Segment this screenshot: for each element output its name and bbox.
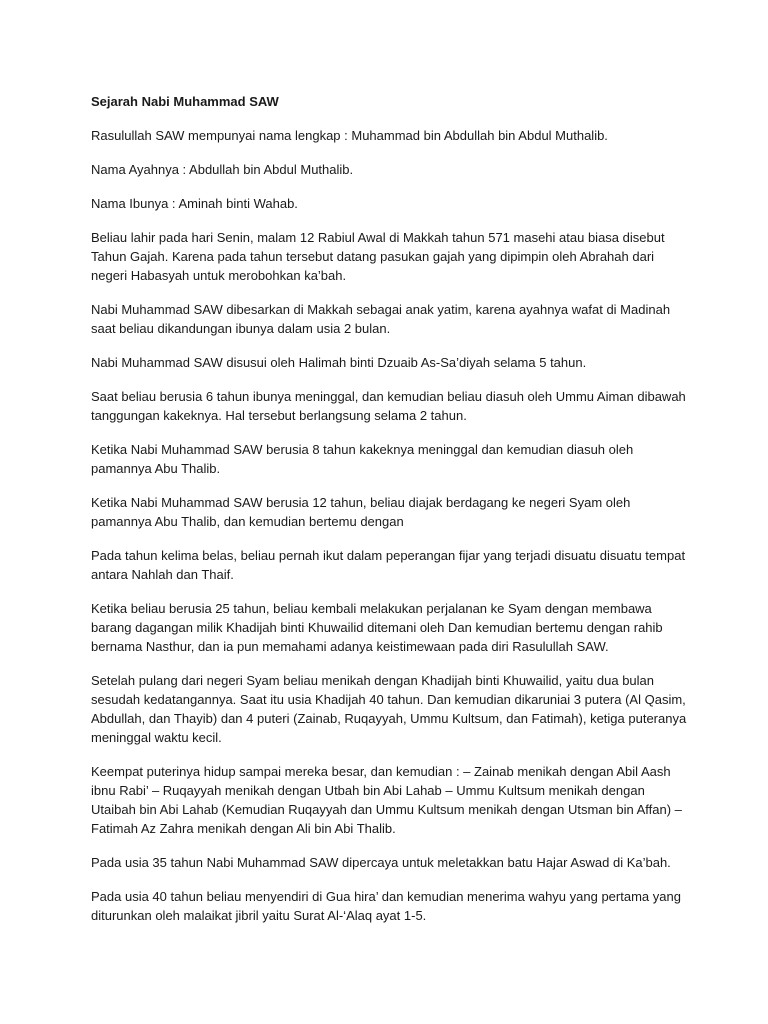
paragraph-age-25: Ketika beliau berusia 25 tahun, beliau kembali melakukan perjalanan ke Syam dengan membawa barang dagangan milik Khadijah binti Khuwailid ditemani oleh Dan kemudian bertemu dengan rahib bernama Nasthur, dan ia pun memahami adanya keistimewaan pada diri Rasulullah SAW.	[91, 601, 663, 654]
paragraph-orphan: Nabi Muhammad SAW dibesarkan di Makkah sebagai anak yatim, karena ayahnya wafat di Madinah saat beliau dikandungan ibunya dalam usia 2 bulan.	[91, 302, 671, 336]
paragraph-father-name: Nama Ayahnya : Abdullah bin Abdul Muthalib.	[91, 162, 354, 177]
paragraph-age-40: Pada usia 40 tahun beliau menyendiri di Gua hira’ dan kemudian menerima wahyu yang pertama yang diturunkan oleh malaikat jibril yaitu Surat Al-‘Alaq ayat 1-5.	[91, 889, 681, 923]
document-body	[91, 92, 691, 940]
paragraph-mother-name: Nama Ibunya : Aminah binti Wahab.	[91, 196, 298, 211]
paragraph-daughters: Keempat puterinya hidup sampai mereka besar, dan kemudian : – Zainab menikah dengan Abil Aash ibnu Rabi’ – Ruqayyah menikah dengan Utbah bin Abi Lahab – Ummu Kultsum menikah dengan Utaibah bin Abi Lahab (Kemudian Ruqayyah dan Ummu Kultsum menikah dengan Utsman bin Affan) – Fatimah Az Zahra menikah dengan Ali bin Abi Thalib.	[91, 764, 682, 836]
document-title: Sejarah Nabi Muhammad SAW	[91, 94, 279, 109]
paragraph-marriage: Setelah pulang dari negeri Syam beliau menikah dengan Khadijah binti Khuwailid, yaitu dua bulan sesudah kedatangannya. Saat itu usia Khadijah 40 tahun. Dan kemudian dikaruniai 3 putera (Al Qasim, Abdullah, dan Thayib) dan 4 puteri (Zainab, Ruqayyah, Ummu Kultsum, dan Fatimah), ketiga puteranya meninggal waktu kecil.	[91, 673, 687, 745]
paragraph-age-15: Pada tahun kelima belas, beliau pernah ikut dalam peperangan fijar yang terjadi disuatu disuatu tempat antara Nahlah dan Thaif.	[91, 548, 686, 582]
paragraph-age-12: Ketika Nabi Muhammad SAW berusia 12 tahun, beliau diajak berdagang ke negeri Syam oleh pamannya Abu Thalib, dan kemudian bertemu dengan	[91, 495, 631, 529]
paragraph-full-name: Rasulullah SAW mempunyai nama lengkap : Muhammad bin Abdullah bin Abdul Muthalib.	[91, 128, 608, 143]
paragraph-age-8: Ketika Nabi Muhammad SAW berusia 8 tahun kakeknya meninggal dan kemudian diasuh oleh pamannya Abu Thalib.	[91, 442, 634, 476]
paragraph-birth: Beliau lahir pada hari Senin, malam 12 Rabiul Awal di Makkah tahun 571 masehi atau biasa disebut Tahun Gajah. Karena pada tahun tersebut datang pasukan gajah yang dipimpin oleh Abrahah dari negeri Habasyah untuk merobohkan ka’bah.	[91, 230, 665, 283]
paragraph-nursed: Nabi Muhammad SAW disusui oleh Halimah binti Dzuaib As-Sa’diyah selama 5 tahun.	[91, 355, 587, 370]
paragraph-age-35: Pada usia 35 tahun Nabi Muhammad SAW dipercaya untuk meletakkan batu Hajar Aswad di Ka’bah.	[91, 855, 671, 870]
paragraph-age-6: Saat beliau berusia 6 tahun ibunya meninggal, dan kemudian beliau diasuh oleh Ummu Aiman dibawah tanggungan kakeknya. Hal tersebut berlangsung selama 2 tahun.	[91, 389, 686, 423]
